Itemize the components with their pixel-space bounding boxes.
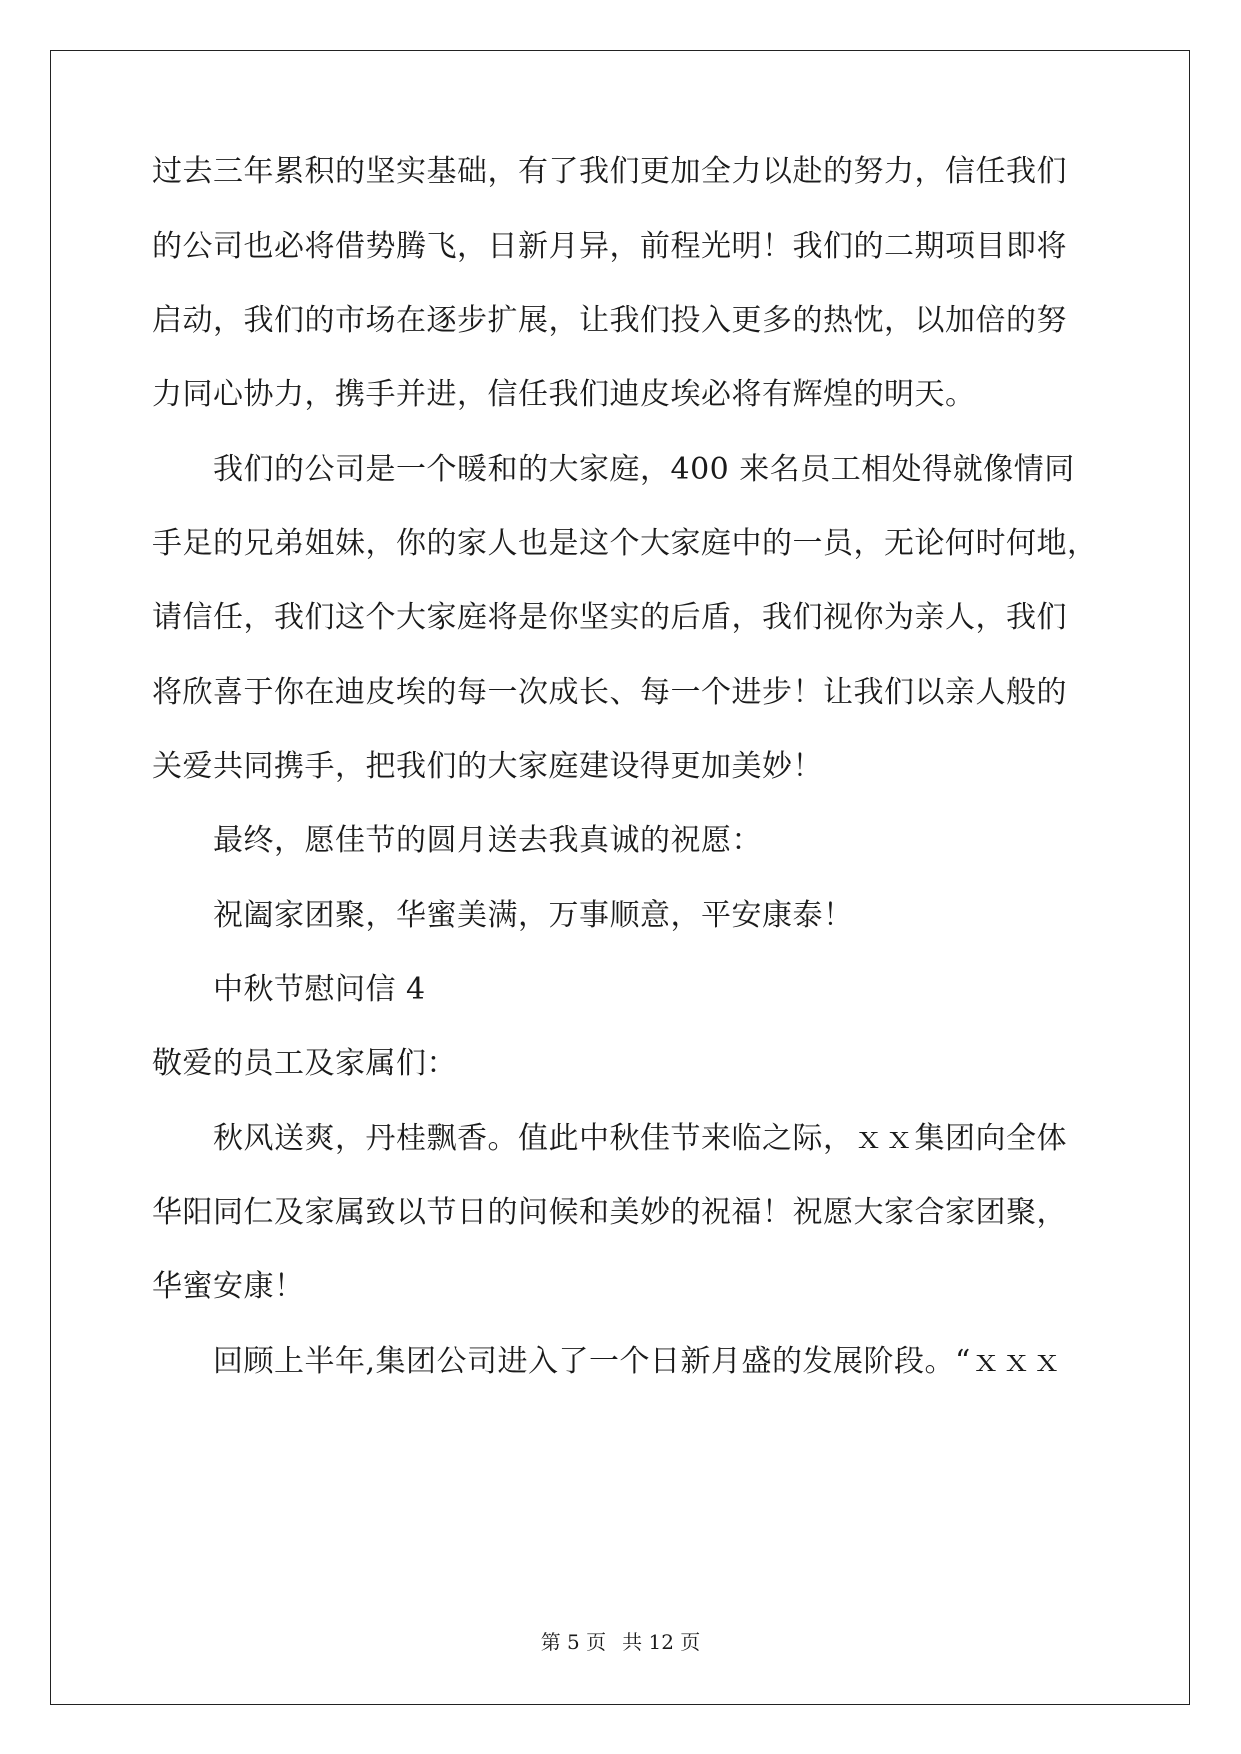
text-line: 过去三年累积的坚实基础，有了我们更加全力以赴的努力，信任我们 xyxy=(152,154,1067,189)
page-border xyxy=(50,50,1190,1705)
page-total: 共 12 页 xyxy=(622,1630,701,1654)
text-line: 秋风送爽，丹桂飘香。值此中秋佳节来临之际，ｘｘ集团向全体 xyxy=(152,1121,1067,1156)
text-line: 手足的兄弟姐妹，你的家人也是这个大家庭中的一员，无论何时何地， xyxy=(152,526,1098,561)
text-line: 回顾上半年,集团公司进入了一个日新月盛的发展阶段。“ｘｘｘ xyxy=(152,1344,1063,1379)
salutation: 敬爱的员工及家属们： xyxy=(152,1046,457,1081)
text-line: 华阳同仁及家属致以节日的问候和美妙的祝福！祝愿大家合家团聚， xyxy=(152,1195,1067,1230)
page-footer xyxy=(0,1630,1241,1654)
text-line: 的公司也必将借势腾飞，日新月异，前程光明！我们的二期项目即将 xyxy=(152,229,1067,264)
text-line: 祝阖家团聚，华蜜美满，万事顺意，平安康泰！ xyxy=(152,898,854,933)
text-line: 华蜜安康！ xyxy=(152,1269,305,1304)
section-heading: 中秋节慰问信 4 xyxy=(152,972,426,1007)
text-line: 最终，愿佳节的圆月送去我真诚的祝愿： xyxy=(152,823,762,858)
page-number: 第 5 页 xyxy=(540,1630,607,1654)
text-line: 将欣喜于你在迪皮埃的每一次成长、每一个进步！让我们以亲人般的 xyxy=(152,675,1067,710)
text-line: 关爱共同携手，把我们的大家庭建设得更加美妙！ xyxy=(152,749,823,784)
text-line: 启动，我们的市场在逐步扩展，让我们投入更多的热忱，以加倍的努 xyxy=(152,303,1067,338)
text-line: 我们的公司是一个暖和的大家庭，400 来名员工相处得就像情同 xyxy=(152,452,1075,487)
text-line: 力同心协力，携手并进，信任我们迪皮埃必将有辉煌的明天。 xyxy=(152,377,976,412)
text-line: 请信任，我们这个大家庭将是你坚实的后盾，我们视你为亲人，我们 xyxy=(152,600,1067,635)
